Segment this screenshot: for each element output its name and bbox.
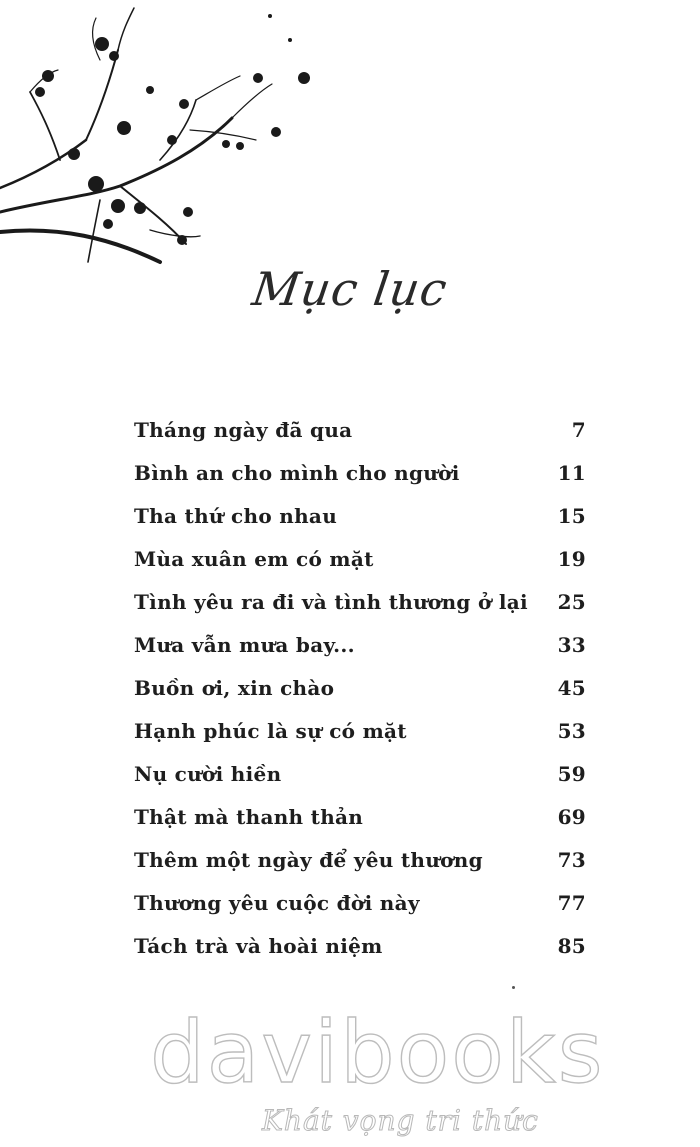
- toc-entry: [134, 676, 586, 719]
- stray-dot: [512, 986, 515, 989]
- toc-entry-title: Mưa vẫn mưa bay...: [134, 633, 355, 657]
- watermark-brand: davibooks: [150, 1003, 605, 1103]
- toc-entry-page: 59: [557, 762, 586, 786]
- cherry-blossom-branch-illustration: [0, 0, 320, 280]
- toc-entry-page: 53: [557, 719, 586, 743]
- toc-entry-page: 69: [557, 805, 586, 829]
- toc-entry: [134, 418, 586, 461]
- page-title: Mục lục: [249, 262, 451, 316]
- table-of-contents: [134, 418, 586, 977]
- toc-entry-page: 7: [571, 418, 586, 442]
- toc-entry-title: Nụ cười hiền: [134, 762, 282, 786]
- toc-entry-title: Thật mà thanh thản: [134, 805, 364, 829]
- toc-entry: [134, 719, 586, 762]
- watermark-tagline: Khát vọng tri thức: [262, 1104, 539, 1137]
- toc-entry-title: Thương yêu cuộc đời này: [134, 891, 420, 915]
- toc-entry: [134, 805, 586, 848]
- toc-entry-title: Mùa xuân em có mặt: [134, 547, 374, 571]
- toc-entry-title: Tách trà và hoài niệm: [134, 934, 383, 958]
- toc-entry-title: Tình yêu ra đi và tình thương ở lại: [134, 590, 528, 614]
- toc-entry-title: Hạnh phúc là sự có mặt: [134, 719, 407, 743]
- toc-entry-title: Tha thứ cho nhau: [134, 504, 338, 528]
- toc-entry-page: 15: [557, 504, 586, 528]
- toc-entry: [134, 762, 586, 805]
- toc-entry: [134, 590, 586, 633]
- toc-entry-page: 11: [557, 461, 586, 485]
- toc-entry: [134, 504, 586, 547]
- toc-entry: [134, 633, 586, 676]
- toc-entry-title: Buồn ơi, xin chào: [134, 676, 335, 700]
- toc-entry: [134, 461, 586, 504]
- toc-entry-title: Thêm một ngày để yêu thương: [134, 848, 483, 872]
- toc-entry-title: Tháng ngày đã qua: [134, 418, 353, 442]
- toc-entry: [134, 848, 586, 891]
- toc-entry-page: 33: [557, 633, 586, 657]
- toc-entry: [134, 547, 586, 590]
- toc-entry-page: 19: [557, 547, 586, 571]
- toc-entry-page: 73: [557, 848, 586, 872]
- toc-entry: [134, 891, 586, 934]
- toc-entry-page: 25: [557, 590, 586, 614]
- toc-entry-page: 85: [557, 934, 586, 958]
- toc-entry: [134, 934, 586, 977]
- toc-entry-page: 77: [557, 891, 586, 915]
- toc-entry-page: 45: [557, 676, 586, 700]
- toc-entry-title: Bình an cho mình cho người: [134, 461, 460, 485]
